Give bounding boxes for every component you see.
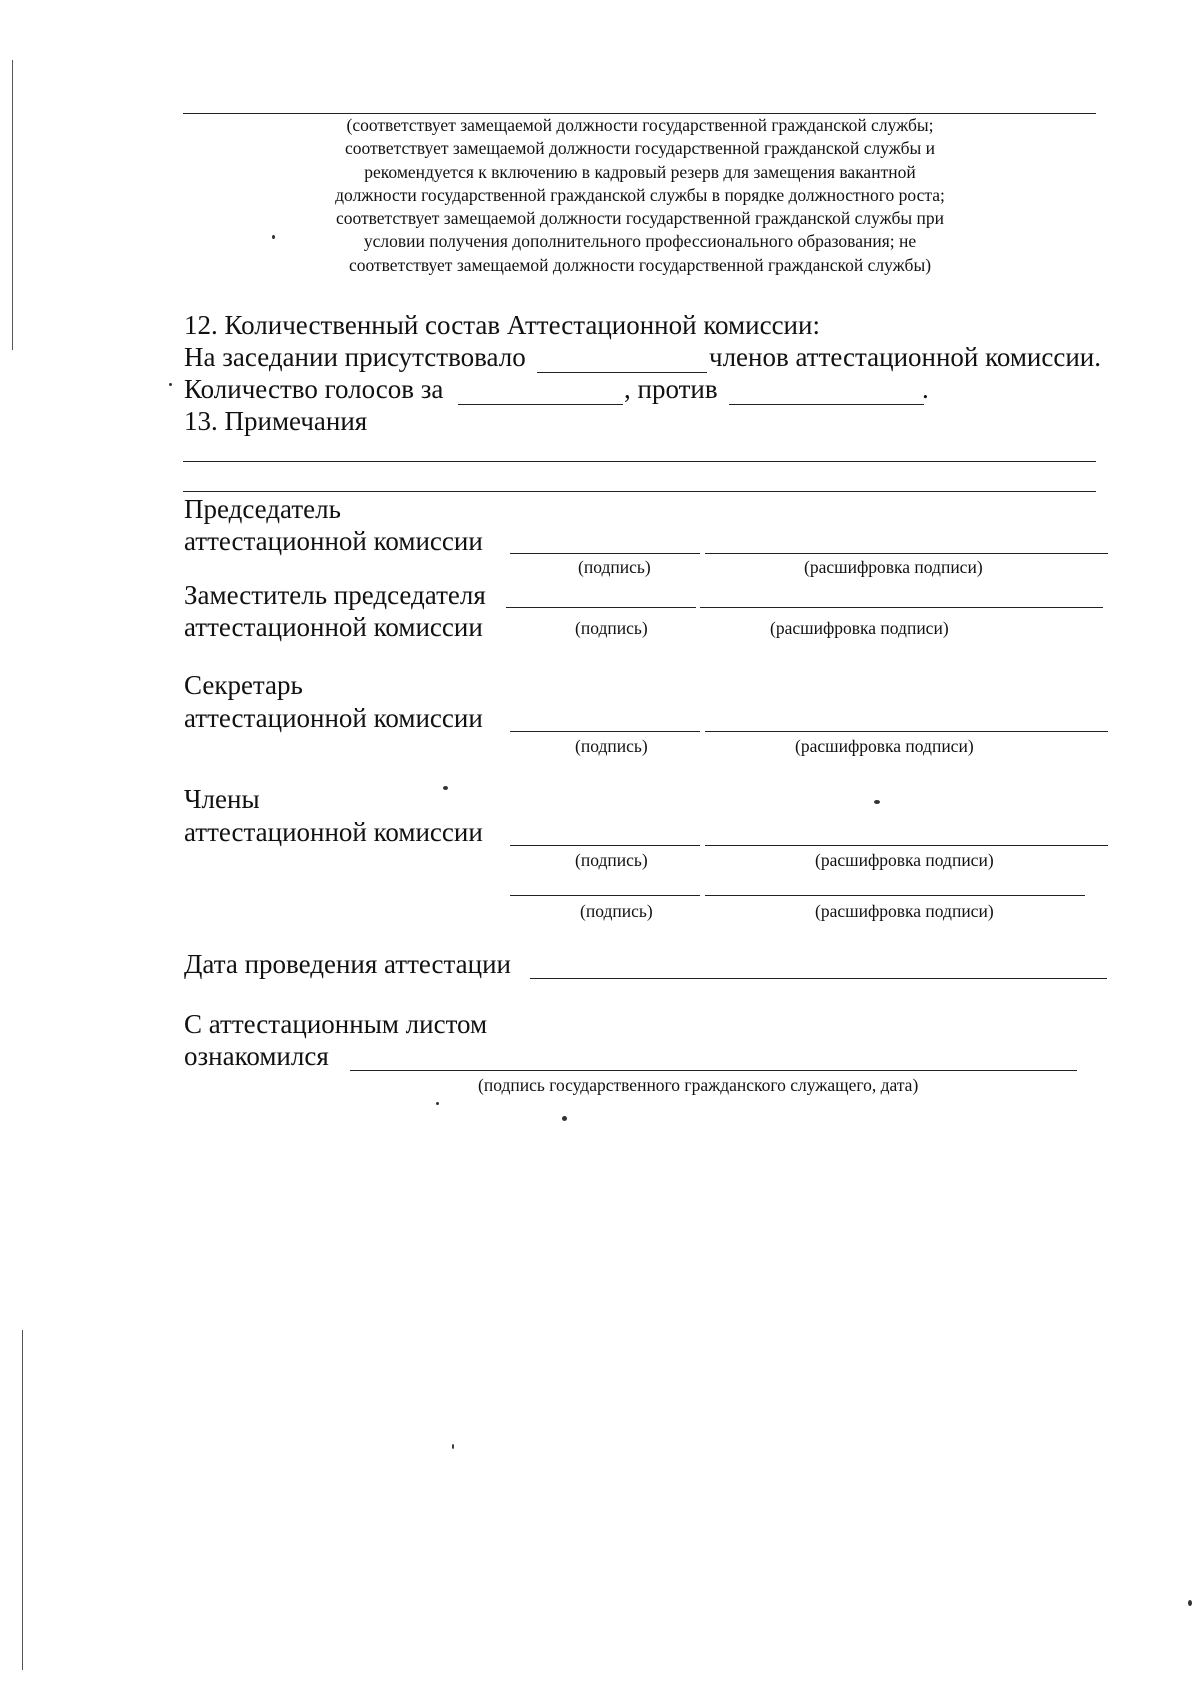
- deputy-decode-hint: (расшифровка подписи): [770, 618, 949, 638]
- criteria-line: рекомендуется к включению в кадровый резерв для замещения вакантной: [364, 161, 916, 182]
- members-label-line2: аттестационной комиссии: [184, 817, 483, 847]
- chairman-signature-hint: (подпись): [578, 557, 651, 577]
- acquainted-signature-field[interactable]: [350, 1070, 1077, 1071]
- chairman-decode-hint: (расшифровка подписи): [804, 557, 983, 577]
- member1-signature-field[interactable]: [510, 845, 700, 846]
- scan-margin-mark-top: [12, 60, 13, 350]
- secretary-label-line2: аттестационной комиссии: [184, 703, 483, 733]
- secretary-signature-field[interactable]: [510, 731, 700, 732]
- scan-margin-mark-bottom: [22, 1330, 23, 1670]
- scan-speck: [272, 235, 275, 239]
- notes-field-1[interactable]: [183, 461, 1096, 462]
- secretary-label-line1: Секретарь: [184, 670, 303, 700]
- notes-field-2[interactable]: [183, 491, 1096, 492]
- chairman-signature-field[interactable]: [510, 553, 700, 554]
- member2-decode-hint: (расшифровка подписи): [815, 901, 994, 921]
- secretary-signature-hint: (подпись): [575, 736, 648, 756]
- criteria-line: (соответствует замещаемой должности государственной гражданской службы;: [346, 115, 934, 135]
- votes-against-field[interactable]: [729, 404, 924, 405]
- deputy-label-line2: аттестационной комиссии: [184, 612, 483, 642]
- scan-speck: [452, 1444, 454, 1449]
- member1-decode-field[interactable]: [705, 845, 1108, 846]
- votes-against-label: , против: [624, 374, 718, 404]
- scan-speck: [874, 800, 880, 804]
- criteria-line: условии получения дополнительного профессионального образования; не: [363, 231, 917, 252]
- present-suffix: членов аттестационной комиссии.: [709, 342, 1102, 372]
- deputy-decode-field[interactable]: [700, 607, 1103, 608]
- criteria-line: соответствует замещаемой должности государственной гражданской службы при: [335, 208, 945, 229]
- members-label-line1: Члены: [184, 784, 260, 814]
- scan-speck: [1188, 1600, 1192, 1606]
- section-12-heading: 12. Количественный состав Аттестационной комиссии:: [184, 310, 820, 340]
- attestation-date-field[interactable]: [530, 978, 1107, 979]
- scan-speck: [169, 383, 172, 386]
- scan-speck: [562, 1116, 567, 1121]
- member1-decode-hint: (расшифровка подписи): [815, 850, 994, 870]
- deputy-label-line1: Заместитель председателя: [184, 580, 486, 610]
- member1-signature-hint: (подпись): [575, 850, 648, 870]
- deputy-signature-hint: (подпись): [575, 618, 648, 638]
- votes-for-field[interactable]: [458, 404, 623, 405]
- acquainted-label-line2: ознакомился: [184, 1041, 329, 1071]
- secretary-decode-field[interactable]: [705, 731, 1108, 732]
- criteria-line: соответствует замещаемой должности государственной гражданской службы): [348, 254, 932, 275]
- scan-speck: [443, 786, 448, 790]
- member2-decode-field[interactable]: [705, 895, 1085, 896]
- votes-for-label: Количество голосов за: [184, 374, 444, 404]
- acquainted-hint: (подпись государственного гражданского служащего, дата): [478, 1075, 919, 1095]
- chairman-label-line1: Председатель: [184, 494, 341, 524]
- deputy-signature-field[interactable]: [506, 607, 696, 608]
- criteria-line: должности государственной гражданской службы в порядке должностного роста;: [335, 184, 945, 205]
- member2-signature-field[interactable]: [510, 895, 700, 896]
- attestation-date-label: Дата проведения аттестации: [184, 949, 512, 979]
- criteria-explanation: [280, 114, 1000, 277]
- member2-signature-hint: (подпись): [580, 901, 653, 921]
- secretary-decode-hint: (расшифровка подписи): [795, 736, 974, 756]
- section-13-heading: 13. Примечания: [184, 406, 368, 436]
- chairman-decode-field[interactable]: [705, 553, 1108, 554]
- acquainted-label-line1: С аттестационным листом: [184, 1009, 488, 1039]
- chairman-label-line2: аттестационной комиссии: [184, 526, 483, 556]
- criteria-line: соответствует замещаемой должности государственной гражданской службы и: [345, 138, 935, 159]
- votes-end: .: [922, 374, 929, 404]
- present-prefix: На заседании присутствовало: [184, 342, 526, 372]
- scan-speck: [436, 1102, 439, 1105]
